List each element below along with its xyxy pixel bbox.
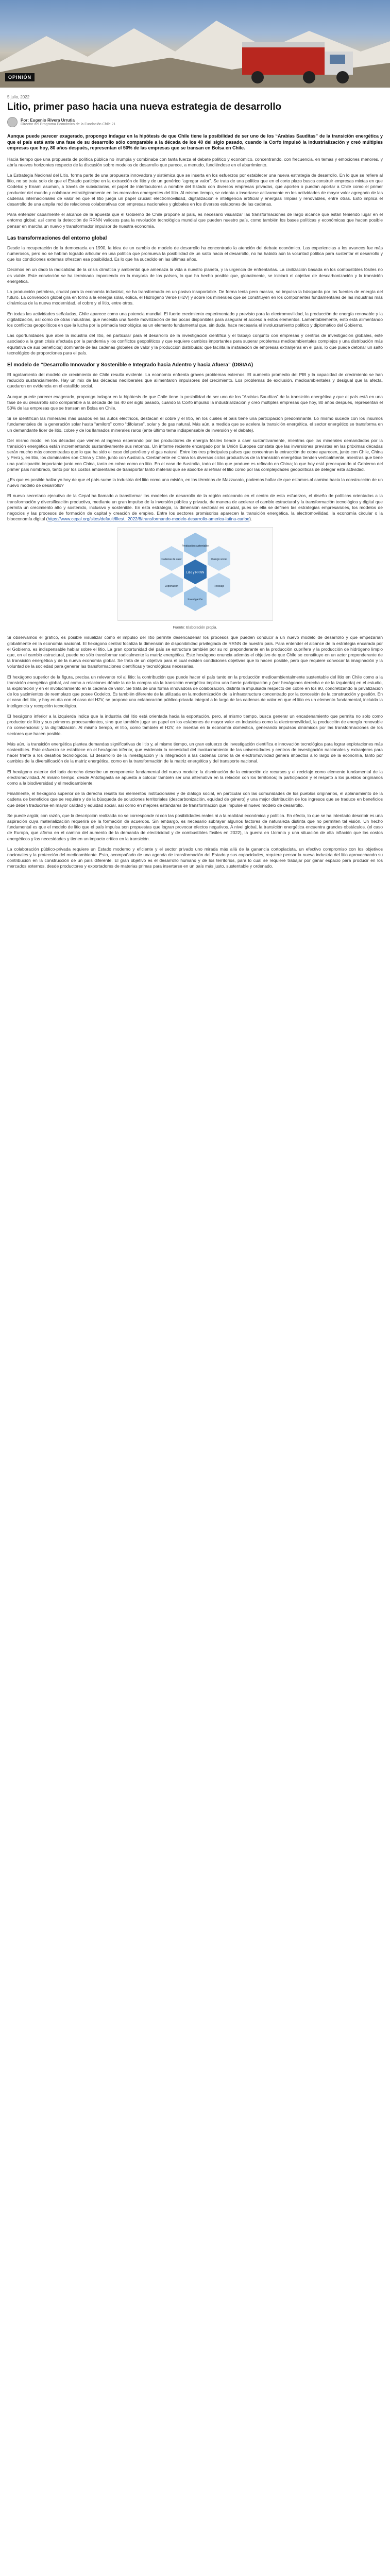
hexagon-diagram — [117, 527, 273, 621]
paragraph: La producción petrolera, crucial para la economía industrial, se ha transformado en un pasivo insoportable. De forma lenta pero masiva, se impulsa la búsqueda por las fuentes de energía del futuro. La convención global gira en torno a la energía solar, eólica, el Hidrógeno Verde (H2V) y sobre los minerales que se constituyen en los componentes fundamentales de las industrias más dinámicas de la nueva modernidad, el cobre y el litio, entre otros. — [7, 289, 383, 306]
paragraph: Si observamos el gráfico, es posible visualizar cómo el impulso del litio permite desencadenar los procesos que pueden conducir a un nuevo modelo de desarrollo y que empezarían globalmente en la economía nacional. El hexágono central focaliza la dimensión de disponibilidad privilegiada de RRNN de nuestro país. Para entender el alcance de la estrategia encarada por el Gobierno, es indispensable hablar sobre el litio. La gran oportunidad del país se estructura también por su rol preponderante en la producción cuprífera y la producción de hidrógeno limpio que, en el cambio estructural, puede no sólo transformar radicalmente la matriz energética. Este hexágono enuncia además el objetivo de que Chile se constituye en un actor preponderante de la transición energética y de la nueva economía global. Se trata de un objetivo para el cual existen condiciones objetivas que lo hacen posible, pero que requiere convocar la imaginación y la voluntad de la sociedad para generar las transformaciones científicas y tecnológicas necesarias. — [7, 635, 383, 669]
paragraph: Para entender cabalmente el alcance de la apuesta que el Gobierno de Chile propone al país, es necesario visualizar las transformaciones de largo alcance que están teniendo lugar en el entorno global; así como la detección de RRNN valiosos para la revolución tecnológica mundial que pueden nuestro país, como también los bases políticas y económicas que hacen posible pensar en marcha un nuevo y transformador impulsor de nuestra economía. — [7, 212, 383, 229]
paragraph: Se puede argüir, con razón, que la descripción realizada no se corresponde ni con las posibilidades reales ni a la realidad económica y política. En efecto, lo que se ha intentado describir es una aspiración cuya materialización requerirá de la formación de acuerdos. Sin embargo, es necesario subrayar algunos factores de naturaleza distinta que no permiten tal visión. Un hecho fundamental es que el modelo de litio que el país impulsa son propuestas que logran provocar efectos negativos. A nivel global, la transición energética encuentra grandes obstáculos. (el caso de Europa, que afirma en el camino del aumento de la demanda de electricidad y de combustibles fósiles en 2022), la guerra en Ucrania y una situación de alta inflación que los costos energéticos y las necesidades y tienen un impacto crítico en la transición. — [7, 812, 383, 841]
paragraph — [7, 493, 383, 522]
paragraph: La colaboración público-privada requiere un Estado moderno y eficiente y el sector privado uno mirada más allá de la ganancia cortoplacista, un efectivo compromiso con los objetivos nacionales y la protección del medioambiente. Esto, acompañado de una agenda de transformación del Estado y sus capacidades, requiere pensar la nueva industria del litio aprovechando su contribución en la construcción de un país diferente. El gran objetivo es el desarrollo humano y de los territorios, para lo cual se requiere trabajar por ganar espacio para producir en los mercados externos, desde productores y exportadores de materias primas para insertarse en un país más justo, sustentable y ordenado. — [7, 846, 383, 869]
hexagon-center-label: Litio y RRNN — [186, 571, 204, 575]
paragraph: Finalmente, el hexágono superior de la derecha resalta los elementos institucionales y de diálogo social, en particular con las comunidades de los pueblos originarios, el aplanamiento de la cadena de beneficios que se requiere y de la búsqueda de soluciones territoriales (descarbonización, equidad de género) y una mejor distribución de los ingresos que se traduce en beneficios que deben traducirse en mayor calidad y equidad social, así como en mejores estándares de transformación que impulse el nuevo modelo de desarrollo. — [7, 791, 383, 808]
byline — [7, 117, 383, 127]
paragraph: Las oportunidades que abre la industria del litio, en particular para el desarrollo de la investigación científica y el trabajo conjunto con empresas y centros de investigación globales, este asociado a la gran crisis afectada por la pandemia y los conflictos geopolíticos y que requiere cambios importantes para superar problemas medioambientales complejos y una distribución más equitativa de sus beneficios) dominante de las cadenas globales de valor y la producción distribuida; que facilita la instalación de empresas extranjeras en el país, lo que puede detonar un salto tecnológico de proporciones para el país. — [7, 333, 383, 355]
paragraph: Si se identifican las minerales más usados en las autos eléctricos, destacan el cobre y el litio, en los cuales el país tiene una participación predominante. Lo mismo sucede con los insumos fundamentales de la generación solar hasta “amiloro” como “difolarse”, solar y de gas natural. Más aún, a medida que se acelera la transición energética, el sector energético se transforma en un demandante líder de litio, cobre y de los llamados minerales raros (ante último tema indispensable de inversión y el debate). — [7, 416, 383, 433]
paragraph: Del mismo modo, en los décadas que vienen al ingreso esperando por las productores de energía fósiles tiende a caer sustantivamente, mientras que las minerales demandados por la transición energética están incrementando sustantivamente sus retornos. Un informe reciente encargado por la Unión Europea constata que las inversiones previstas en las próximas décadas serán mucho más concentradas que lo que ha sido el caso del petróleo y el gas natural. Entre los tres principales países que concentran la extracción de cobre aparecen, junto con Chile, China y Perú y, en litio, los dominantes son China y Chile, junto con Australia. Ciertamente en China los diversos ciclos productivos de la transición energética tienden verticalmente, mientras que tiene una participación importante junto con China, tanto en cobre como en litio. En el caso de Australia, todo el litio que produce es refinado en China; lo que hoy está preocupando al Gobierno del primer país nombrado, tanto por los costos ambientales de transportar tanto material que se absorbe al refinar el litio como por las complejidades geopolíticas de delegar esta actividad. — [7, 437, 383, 472]
page — [0, 0, 390, 895]
hexagon-top-right-label: Diálogo social — [210, 558, 227, 562]
paragraph: El hexágono superior de la figura, precisa un relevante rol al litio: la contribución que puede hacer el país tanto en la producción medioambientalmente sustentable del litio en Chile como a la transición energética global, así como a relaciones dónde la de la compra vía la transición energética implica una fuerte participación y (ver hexágonos derecha e de la izquierda) en el estudio, la exploración y en el involucramiento en la cadena de valor. Se trata de una forma innovadora de colaboración, distinta la impulsada respecto del cobre en los 90, concretizando la privatización de los yacimientos de reemplazo que posee Codelco. Es también diferente de la utilizada en la modernización de la infraestructura concentrado por la concesión de la construcción y gestión. En el caso del litio, y hoy en día con el caso del H2V, se propone una colaboración público-privada integral a lo largo de las cadenas de valor en que el litio es un elemento fundamental, incluida la inteligencia y recepción tecnológica. — [7, 674, 383, 708]
section-heading: Las transformaciones del entorno global — [7, 235, 107, 241]
hexagon-top-label: Producción sustentable — [181, 545, 209, 548]
publish-date: 5 julio, 2022 — [7, 95, 30, 99]
paragraph: El agotamiento del modelo de crecimiento de Chile resulta evidente. La economía enfrenta graves problemas externos. El aumento promedio del PIB y la capacidad de crecimiento se han reducido sustancialmente. Hay un mix de las décadas neoliberales que alimentaron impulsores del crecimiento. Los problemas de exclusión, medioambientales y desigual que la afecta, quedaron en evidencia en el estallido social. — [7, 371, 383, 389]
paragraph-text: El nuevo secretario ejecutivo de la Cepal ha llamado a transformar los modelos de desarrollo de la región colocando en el centro de esta esfuerzos, el diseño de políticas orientadas a la transformación y diversificación productiva, mediante un gran impulso de la inversión pública y privada, de manera de acelerar el cambio estructural y la transformación tecnológica y digital que permita un crecimiento alto y sostenido, inclusivo y sostenible. En esta estrategia, la dimensión sectorial es crucial, pues se ella se definen las estrategias empresariales, los modelos de negocios y las procesos de formación de capital y creación de empleo. Entre los sectores promisorios aparecen la transición energética, la electromovilidad, la economía circular o la bioeconomía digital ( — [7, 493, 383, 522]
author-avatar — [7, 117, 18, 127]
article-title: Litio, primer paso hacia una nueva estrategia de desarrollo — [7, 101, 282, 112]
hexagon-bottom-right-label: Reciclaje — [213, 585, 224, 588]
hexagon-diagram-svg — [118, 528, 273, 620]
paragraph: ¿Es que es posible hallar yo hoy de que el país sume la industria del litio como una misión, en los términos de Mazzucato, podemos hallar de que estamos al camino hacia la construcción de un nuevo modelo de desarrollo? — [7, 477, 383, 488]
author-name: Por: Eugenio Rivera Urrutia — [21, 118, 75, 123]
cepal-link[interactable]: https://www.cepal.org/sites/default/files/...2022/8/transformando-modelo-desarrollo-america-latina-caribe — [47, 516, 250, 522]
figure-caption: Fuente: Elaboración propia. — [173, 626, 217, 630]
lead-paragraph: Aunque puede parecer exagerado, propongo indagar en la hipótesis de que Chile tiene la posibilidad de ser uno de los “Arabias Sauditas” de la transición energética y que el país está ante una fase de su desarrollo sólo comparable a la década de los 40 del siglo pasado, cuando la Corfo impulsó la industrialización y creó múltiples empresas que hoy, 80 años después, representan el 50% de las empresas que se transan en Bolsa en Chile. — [7, 133, 383, 150]
paragraph: En todas las actividades señaladas, Chile aparece como una potencia mundial. El fuerte crecimiento experimentado y previsto para la electromovilidad, la producción de energía renovable y la digitalización, así como de otras industrias, que necesita una fuerte movilización de las pocas disponibles para asegurar el acceso a estos elementos. Lamentablemente, esto está alimentando los conflictos geopolíticos en que la lucha por la primacía tecnológica es un elemento fundamental que, sin duda, hace necesaria el involucramiento político y diplomático del Gobierno. — [7, 311, 383, 328]
mountain-landscape-image — [0, 0, 390, 88]
paragraph: La Estrategia Nacional del Litio, forma parte de una propuesta innovadora y sistémica que se inserta en los esfuerzos por establecer una nueva estrategia de desarrollo. En lo que se refiere al litio, no se trata solo de que el Estado participe en la extracción de litio y de un genérico “agregar valor”. Se trata de una política que en el corto plazo busca construir empresas mixtas en que Codelco y Enami asuman, a través de subsidiarias, el papel de interlocutores a nombre del Estado con diversos empresas privadas, que aporten o puedan aportar a Chile como el primer productor del mundo y colaborar estratégicamente en los mercados emergentes del litio. Al mismo tiempo, se orienta a insertarse activamente en los actividades de mayor valor agregado de las cadenas internacionales de valor en que el litio juega un papel crucial: electromovilidad, digitalización e inteligencia artificial y energías limpias y renovables, entre otras. Esto implica el desarrollo de una amplia red de relaciones colaborativas con empresas nacionales y globales en los diversos eslabones de las cadenas. — [7, 172, 383, 207]
section-badge: OPINIÓN — [5, 73, 35, 81]
paragraph: Hacia tiempo que una propuesta de política pública no irrumpía y combinaba con tanta fuerza el debate político y económico, concentrando, con frecuencia, en temas y emociones menores, y abría nuevos horizontes respecto de la discusión sobre modelos de desarrollo que parece, a menudo, fundiéndose en el aburrimiento. — [7, 156, 383, 167]
paragraph-text-end: ). — [249, 516, 252, 522]
paragraph: El hexágono inferior a la izquierda indica que la industria del litio está orientada hacia la exportación, pero, al mismo tiempo, busca generar un encadenamiento que permita no solo como productor de litio y sus primeros procesamientos, sino que también jugar un papel en los eslabones de mayor valor en industrias como la electromovilidad, la producción de energía renovable no convencional y la digitalización. Al mismo tiempo, el litio, como también el H2V, se insertan en la economía doméstica, generando impulsos dinámicos por las transformaciones de los sectores que hacen posible. — [7, 713, 383, 736]
paragraph: Más aún, la transición energética plantea demandas significativas de litio y, al mismo tiempo, un gran esfuerzo de investigación científica e innovación tecnológica para lograr explotaciones más sostenibles. Este esfuerzo se establece en el hexágono inferior, que evidencia la necesidad del involucramiento de las universidades y centros de investigación nacionales y extranjeros para hacer frente a los desafíos tecnológicos. El desarrollo de la investigación y la integración a las cadenas como la de electromovilidad genera impactos a lo largo de la economía, tanto por cambios de la diversificación de la matriz energética, como en la transformación de la matriz energética y del transporte nacional. — [7, 741, 383, 764]
hexagon-top-left-label: Cadenas de valor — [161, 558, 182, 562]
hexagon-bottom-label: Investigación — [187, 598, 203, 602]
article — [0, 88, 390, 895]
paragraph: Desde la recuperación de la democracia en 1990, la idea de un cambio de modelo de desarrollo ha concentrado la atención del debate económico. Las experiencias a los avances fue más numerosos, pero no se habían logrado articular en una política que promueva la posibilidad de un salto hacia el desarrollo, no ha habido aún la voluntad política para sustentar el desarrollo y que los condiciones externas ofrezcan esa posibilidad. Es lo que ha sucedido en las últimas años. — [7, 245, 383, 262]
paragraph: El hexágono exterior del lado derecho describe un componente fundamental del nuevo modelo: la disminución de la extracción de recursos y el reciclaje como elemento fundamental de la electromovilidad. Al mismo tiempo, desde Antofagasta se apuesta a colocar también ser una alternativa en la relación con los territorios; la participación y el respeto a los pueblos originarios como a la biodiversidad y el medioambiente. — [7, 769, 383, 786]
paragraph: Aunque puede parecer exagerado, propongo indagar en la hipótesis de que Chile tiene la posibilidad de ser uno de los “Arabias Sauditas” de la transición energética y que el país está en una fase de su desarrollo sólo comparable a la década de los 40 del siglo pasado, cuando la Corfo impulsó la industrialización y creó múltiples empresas que hoy, 80 años después, representan el 50% de las empresas que se transan en Bolsa en Chile. — [7, 394, 383, 411]
hexagon-bottom-left-label: Exportación — [164, 585, 178, 588]
author-role: Director del Programa Económico de la Fundación Chile 21 — [21, 123, 116, 126]
section-heading: El modelo de “Desarrollo Innovador y Sostenible e Integrado hacia Adentro y hacia Afuera” (DISIAA) — [7, 362, 253, 368]
hero-image — [0, 0, 390, 88]
paragraph: Decimos en un dado la radicalidad de la crisis climática y ambiental que amenaza la vida a nuestro planeta, y la urgencia de enfrentarlas. La civilización basada en los combustibles fósiles no es viable. Este convicción se ha terminado imponiendo en la mayoría de los países, lo que ha hecho posible que, globalmente, se iniciará el objetivo de descarbonización y la transición energética. — [7, 267, 383, 284]
